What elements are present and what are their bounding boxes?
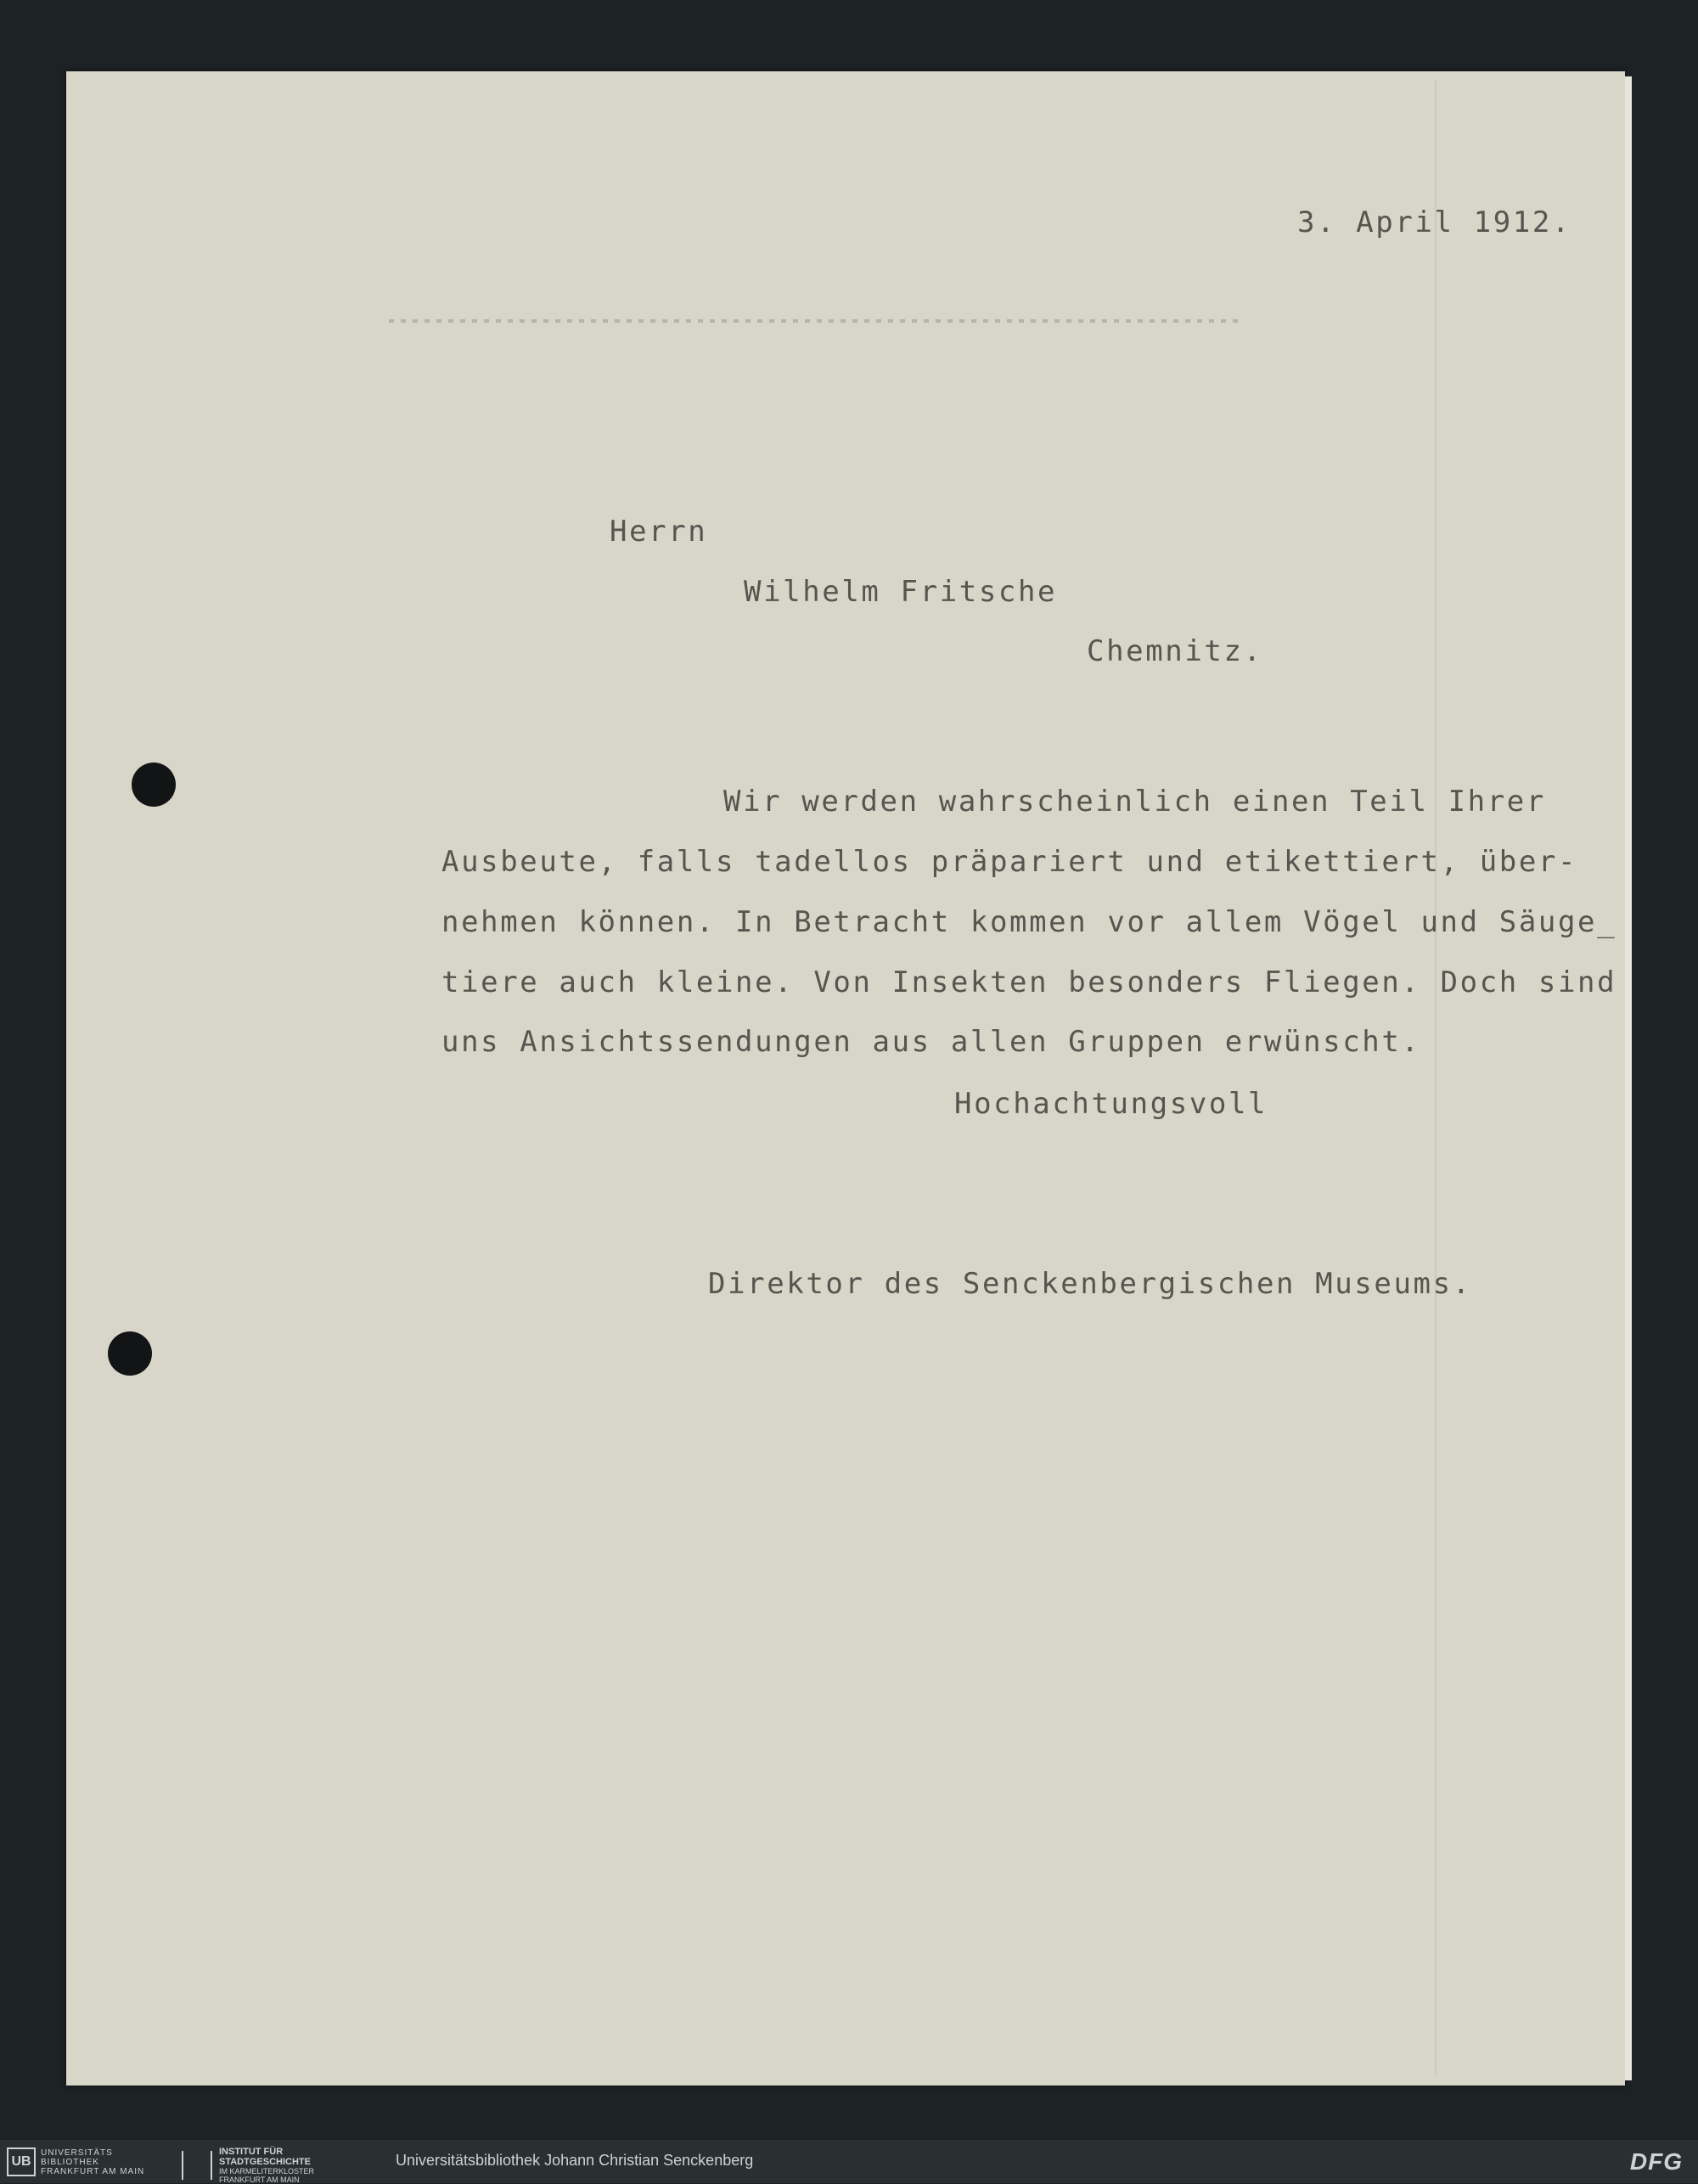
ribbon-mark bbox=[389, 319, 1238, 323]
isg-line-1: INSTITUT FÜR bbox=[219, 2147, 284, 2157]
closing: Hochachtungsvoll bbox=[954, 1087, 1268, 1121]
ub-text-3: FRANKFURT AM MAIN bbox=[41, 2166, 145, 2176]
ub-logo bbox=[7, 2147, 144, 2177]
isg-line-3: IM KARMELITERKLOSTER bbox=[219, 2167, 315, 2176]
recipient-city: Chemnitz. bbox=[1087, 634, 1263, 668]
signature-title: Direktor des Senckenbergischen Museums. bbox=[708, 1267, 1472, 1301]
letter-date: 3. April 1912. bbox=[1297, 205, 1571, 239]
isg-line-4: FRANKFURT AM MAIN bbox=[219, 2176, 300, 2184]
letter-page bbox=[66, 71, 1625, 2085]
isg-line-2: STADTGESCHICHTE bbox=[219, 2157, 311, 2167]
body-line-3: nehmen können. In Betracht kommen vor allem Vögel und Säuge_ bbox=[441, 905, 1617, 939]
body-line-1: Wir werden wahrscheinlich einen Teil Ihrer bbox=[723, 785, 1546, 819]
ub-mark-icon: UB bbox=[7, 2147, 36, 2176]
isg-logo bbox=[182, 2147, 314, 2184]
punch-hole-bottom bbox=[108, 1331, 152, 1376]
recipient-name: Wilhelm Fritsche bbox=[744, 575, 1058, 609]
dfg-logo: DFG bbox=[1629, 2148, 1683, 2175]
punch-hole-top bbox=[132, 763, 176, 807]
recipient-salutation: Herrn bbox=[610, 515, 708, 549]
ub-text-2: BIBLIOTHEK bbox=[41, 2157, 99, 2167]
library-name: Universitätsbibliothek Johann Christian Senckenberg bbox=[396, 2152, 754, 2169]
fold-line bbox=[1435, 80, 1437, 2075]
ub-text-1: UNIVERSITÄTS bbox=[41, 2147, 113, 2158]
body-line-4: tiere auch kleine. Von Insekten besonders Fliegen. Doch sind bbox=[441, 965, 1617, 999]
body-line-2: Ausbeute, falls tadellos präpariert und etikettiert, über- bbox=[441, 845, 1578, 879]
body-line-5: uns Ansichtssendungen aus allen Gruppen erwünscht. bbox=[441, 1025, 1421, 1059]
footer-bar bbox=[0, 2140, 1698, 2183]
paper-edge bbox=[1625, 76, 1632, 2080]
isg-mark-icon bbox=[182, 2151, 212, 2180]
